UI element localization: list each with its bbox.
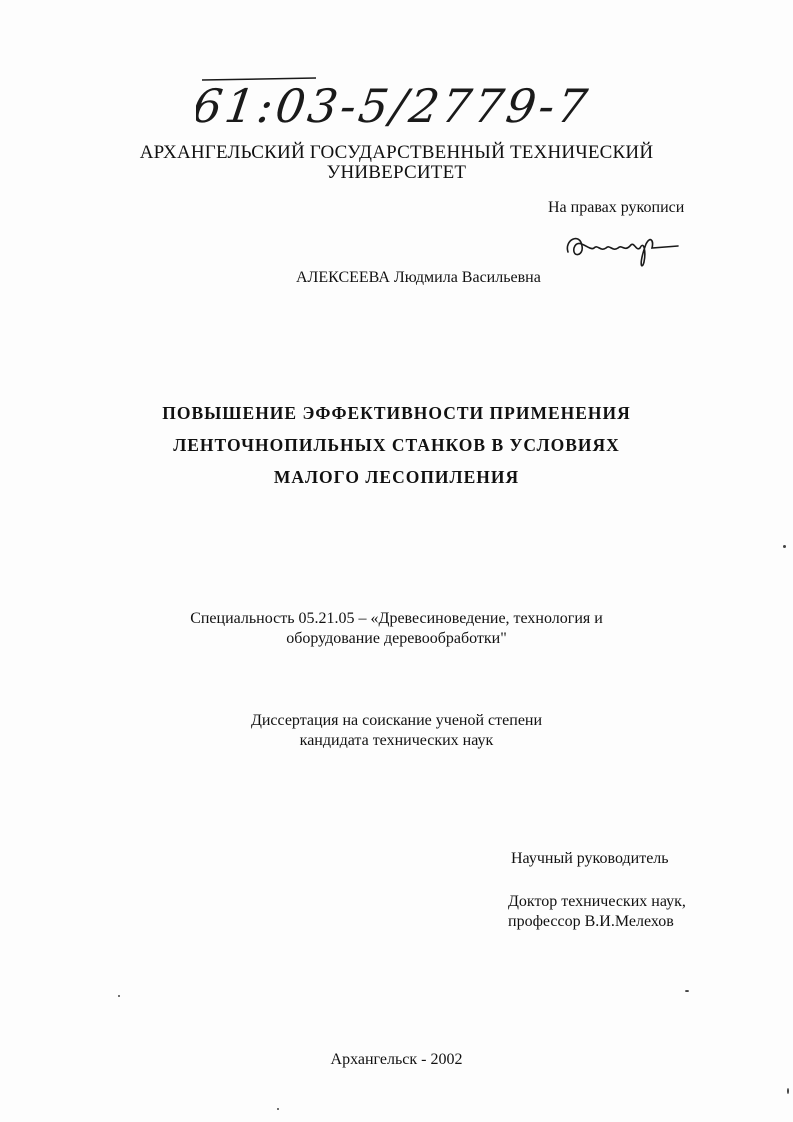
degree-line-2: кандидата технических наук — [299, 732, 494, 749]
title-line-2: ЛЕНТОЧНОПИЛЬНЫХ СТАНКОВ В УСЛОВИЯХ — [173, 435, 620, 455]
supervisor-line-1: Доктор технических наук, — [508, 893, 686, 910]
specialty — [0, 609, 793, 649]
supervisor-line-2: профессор В.И.Мелехов — [508, 913, 674, 930]
scan-speck — [118, 995, 120, 997]
university-line-1: АРХАНГЕЛЬСКИЙ ГОСУДАРСТВЕННЫЙ ТЕХНИЧЕСКИЙ — [139, 142, 654, 163]
specialty-line-2: оборудование деревообработки" — [286, 630, 507, 647]
city-year: Архангельск - 2002 — [330, 1051, 463, 1068]
specialty-line-1: Специальность 05.21.05 – «Древесиноведение, технология и — [190, 610, 603, 627]
author-name: АЛЕКСЕЕВА Людмила Васильевна — [296, 269, 541, 286]
university-line-2: УНИВЕРСИТЕТ — [326, 162, 467, 183]
signature-icon — [560, 222, 680, 272]
scan-speck — [685, 990, 689, 992]
manuscript-rights: На правах рукописи — [548, 199, 685, 216]
archive-code-drawing — [196, 70, 596, 140]
archive-code-handwritten — [196, 70, 596, 140]
title-line-3: МАЛОГО ЛЕСОПИЛЕНИЯ — [273, 467, 520, 487]
archive-code-text: 61:03-5/2779-7 — [196, 79, 594, 133]
dissertation-title — [0, 397, 793, 493]
scan-speck — [787, 1088, 789, 1094]
degree-line-1: Диссертация на соискание ученой степени — [250, 712, 543, 729]
degree-statement — [0, 711, 793, 751]
scan-speck — [783, 545, 786, 548]
university-name — [0, 143, 793, 183]
supervisor-label: Научный руководитель — [511, 850, 669, 867]
supervisor-details — [508, 892, 686, 932]
title-line-1: ПОВЫШЕНИЕ ЭФФЕКТИВНОСТИ ПРИМЕНЕНИЯ — [162, 403, 631, 423]
scan-speck — [277, 1108, 279, 1110]
